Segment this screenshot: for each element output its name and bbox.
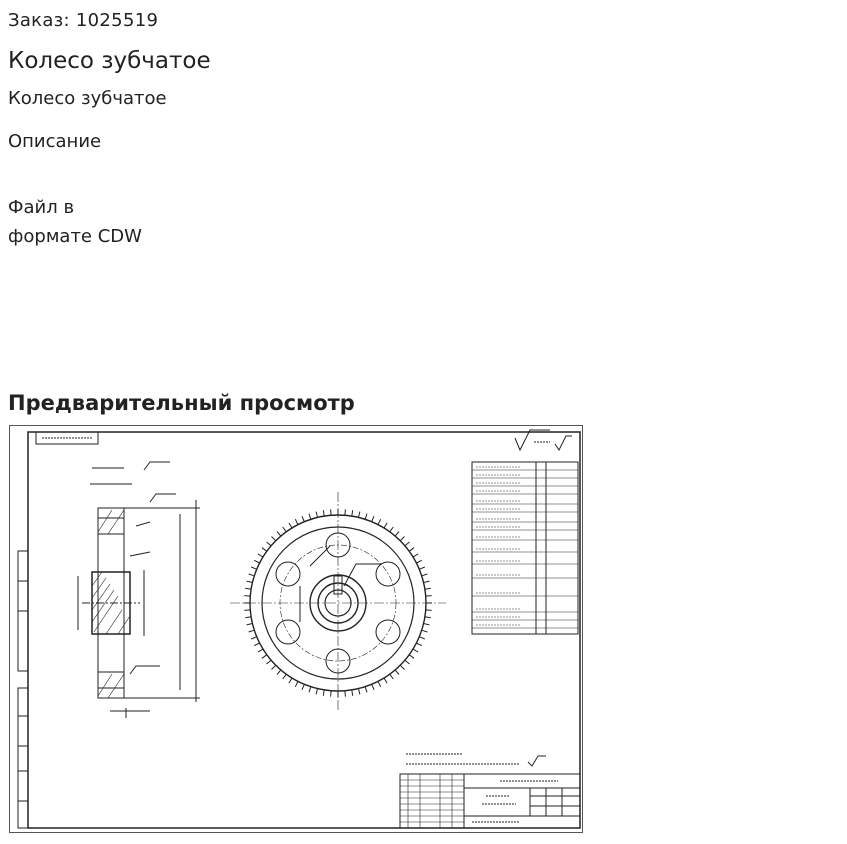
preview-image[interactable] xyxy=(9,425,583,833)
gear-tooth xyxy=(309,514,311,520)
file-format-line-1: Файл в xyxy=(8,197,75,218)
gear-tooth xyxy=(258,554,263,557)
gear-tooth xyxy=(302,516,304,522)
parameter-table-rows xyxy=(472,467,578,628)
title-block-rows xyxy=(400,780,464,822)
gear-tooth xyxy=(345,509,346,515)
gear-tooth xyxy=(245,617,251,618)
gear-tooth xyxy=(426,596,432,597)
gear-tooth xyxy=(352,690,353,696)
description-heading: Описание xyxy=(8,131,102,152)
gear-tooth xyxy=(425,588,431,589)
gear-tooth xyxy=(419,637,425,639)
gear-tooth xyxy=(262,655,267,659)
gear-tooth xyxy=(245,588,251,589)
gear-tooth xyxy=(384,523,387,528)
gear-tooth xyxy=(409,655,414,659)
gear-tooth xyxy=(359,512,360,518)
order-number: Заказ: 1025519 xyxy=(8,10,159,31)
gear-tooth xyxy=(359,689,360,695)
gear-tooth xyxy=(372,684,374,690)
gear-tooth xyxy=(413,649,418,652)
gear-tooth xyxy=(390,674,394,679)
gear-tooth xyxy=(244,596,250,597)
gear-tooth xyxy=(244,610,250,611)
gear-tooth xyxy=(378,519,381,524)
page-title: Колесо зубчатое xyxy=(8,48,211,74)
gear-tooth xyxy=(323,690,324,696)
gear-tooth xyxy=(277,532,281,537)
gear-drawing xyxy=(10,426,582,832)
gear-tooth xyxy=(425,617,431,618)
gear-tooth xyxy=(409,548,414,552)
gear-tooth xyxy=(422,630,428,632)
gear-tooth xyxy=(400,665,404,669)
preview-heading: Предварительный просмотр xyxy=(8,391,355,415)
gear-tooth xyxy=(426,610,432,611)
gear-tooth xyxy=(419,567,425,569)
gear-tooth xyxy=(400,537,404,541)
gear-tooth xyxy=(365,514,367,520)
gear-tooth xyxy=(405,660,410,664)
gear-tooth xyxy=(323,510,324,516)
gear-tooth xyxy=(251,637,257,639)
gear-tooth xyxy=(262,548,267,552)
gear-tooth xyxy=(405,542,410,546)
gear-tooth xyxy=(289,523,292,528)
gear-tooth xyxy=(247,624,253,625)
gear-tooth xyxy=(395,532,399,537)
gear-tooth xyxy=(289,678,292,683)
gear-tooth xyxy=(249,630,255,632)
gear-tooth xyxy=(352,510,353,516)
file-format-line-2: формате CDW xyxy=(8,226,142,247)
gear-tooth xyxy=(345,691,346,697)
gear-tooth xyxy=(247,581,253,582)
gear-tooth xyxy=(249,574,255,576)
gear-tooth xyxy=(316,689,317,695)
gear-tooth xyxy=(295,681,298,686)
product-subtitle: Колесо зубчатое xyxy=(8,88,167,109)
gear-tooth xyxy=(283,674,287,679)
gear-tooth xyxy=(251,567,257,569)
file-format-info xyxy=(8,193,142,251)
gear-tooth xyxy=(283,527,287,532)
gear-tooth xyxy=(302,684,304,690)
gear-tooth xyxy=(372,516,374,522)
gear-tooth xyxy=(378,681,381,686)
gear-tooth xyxy=(331,691,332,697)
gear-tooth xyxy=(272,665,276,669)
gear-tooth xyxy=(254,643,259,646)
gear-tooth xyxy=(416,560,421,563)
gear-tooth xyxy=(422,574,428,576)
gear-tooth xyxy=(424,624,430,625)
gear-tooth xyxy=(272,537,276,541)
gear-tooth xyxy=(416,643,421,646)
gear-tooth xyxy=(309,687,311,693)
gear-tooth xyxy=(316,512,317,518)
gear-tooth xyxy=(384,678,387,683)
gear-tooth xyxy=(254,560,259,563)
gear-tooth xyxy=(295,519,298,524)
gear-tooth xyxy=(390,527,394,532)
gear-tooth xyxy=(395,670,399,675)
gear-tooth xyxy=(277,670,281,675)
gear-tooth xyxy=(424,581,430,582)
gear-tooth xyxy=(258,649,263,652)
gear-tooth xyxy=(267,660,272,664)
gear-tooth xyxy=(331,509,332,515)
gear-tooth xyxy=(413,554,418,557)
gear-tooth xyxy=(365,687,367,693)
gear-tooth xyxy=(267,542,272,546)
